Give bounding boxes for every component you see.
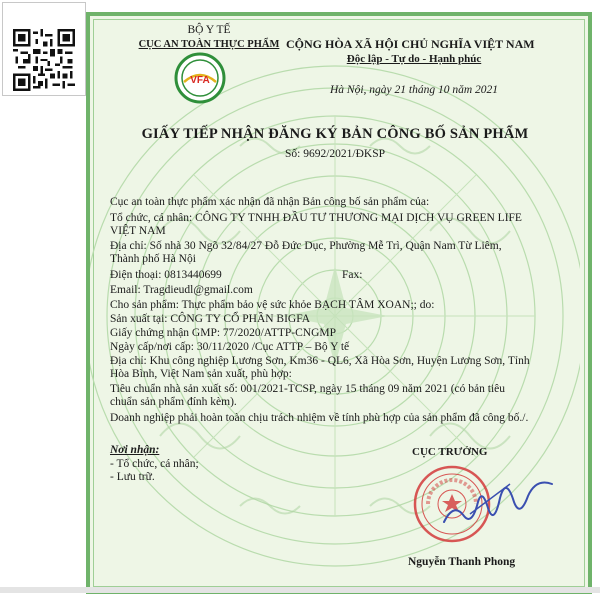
agency-label: CỤC AN TOÀN THỰC PHẨM	[138, 39, 280, 50]
motto-label: Độc lập - Tự do - Hạnh phúc	[346, 53, 482, 65]
issued-line: Ngày cấp/nơi cấp: 30/11/2020 /Cục ATTP – Bộ Y tế	[110, 341, 350, 353]
country-label: CỘNG HÒA XÃ HỘI CHỦ NGHĨA VIỆT NAM	[286, 37, 535, 51]
certificate-document	[86, 12, 592, 594]
responsibility-line: Doanh nghiệp phải hoàn toàn chịu trách nhiệm về tính phù hợp của sản phẩm đã công bố./.	[110, 412, 529, 424]
standard-line-cont: chuẩn sản phẩm đính kèm).	[110, 396, 237, 408]
qr-code-panel	[2, 2, 86, 96]
manufacturer-line: Sản xuất tại: CÔNG TY CỔ PHẦN BIGFA	[110, 313, 311, 325]
address-line-cont: Thành phố Hà Nội	[110, 253, 196, 265]
qr-code-icon	[13, 29, 75, 91]
document-number: Số: 9692/2021/ĐKSP	[284, 148, 385, 160]
manufacturer-address-line: Địa chỉ: Khu công nghiệp Lương Sơn, Km36 - QL6, Xã Hòa Sơn, Huyện Lương Sơn, Tỉnh	[110, 355, 530, 367]
address-line: Địa chỉ: Số nhà 30 Ngõ 32/84/27 Đỗ Đức Dục, Phường Mễ Trì, Quận Nam Từ Liêm,	[110, 240, 502, 252]
signer-title: CỤC TRƯỞNG	[412, 446, 488, 458]
intro-line: Cục an toàn thực phẩm xác nhận đã nhận Bản công bố sản phẩm của:	[110, 196, 430, 208]
place-date: Hà Nội, ngày 21 tháng 10 năm 2021	[330, 84, 499, 96]
phone-line: Điện thoại: 0813440699	[110, 269, 222, 281]
standard-line: Tiêu chuẩn nhà sản xuất số: 001/2021-TCSP, ngày 15 tháng 09 năm 2021 (có bản tiêu	[110, 383, 506, 395]
signature-icon	[440, 474, 560, 534]
manufacturer-address-line-cont: Hòa Bình, Việt Nam sản xuất, phù hợp:	[110, 368, 292, 380]
ministry-label: BỘ Y TẾ	[187, 24, 231, 36]
document-title: GIẤY TIẾP NHẬN ĐĂNG KÝ BẢN CÔNG BỐ SẢN PHẨM	[141, 126, 529, 142]
recipients-heading: Nơi nhận:	[110, 444, 160, 456]
svg-text:VFA: VFA	[190, 75, 210, 86]
recipient-item: - Lưu trữ.	[110, 471, 155, 483]
product-line: Cho sản phẩm: Thực phẩm bảo vệ sức khỏe BẠCH TÂM XOAN;; do:	[110, 299, 435, 311]
gmp-line: Giấy chứng nhận GMP: 77/2020/ATTP-CNGMP	[110, 327, 337, 339]
bottom-strip	[0, 587, 600, 593]
recipient-item: - Tổ chức, cá nhân;	[110, 458, 199, 470]
signer-name: Nguyễn Thanh Phong	[408, 556, 516, 568]
fax-line: Fax:	[342, 269, 363, 281]
organization-line: Tổ chức, cá nhân: CÔNG TY TNHH ĐẦU TƯ THƯƠNG MẠI DỊCH VỤ GREEN LIFE	[110, 212, 522, 224]
organization-line-cont: VIỆT NAM	[110, 225, 166, 237]
agency-logo-icon	[174, 52, 226, 104]
email-line: Email: Tragdieudl@gmail.com	[110, 284, 253, 296]
